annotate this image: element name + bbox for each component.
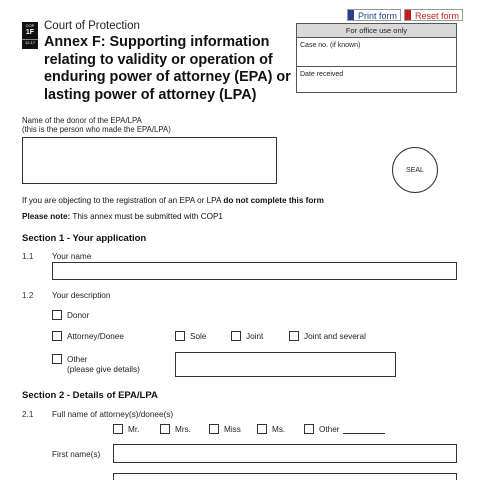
attorney-full-name-label: Full name of attorney(s)/donee(s) [52, 410, 174, 419]
reset-icon [405, 10, 411, 20]
reset-form-label: Reset form [415, 11, 460, 21]
title-other-checkbox[interactable] [304, 424, 314, 434]
section-1-heading: Section 1 - Your application [22, 233, 147, 244]
title-mrs-label: Mrs. [175, 425, 191, 434]
other-description-line-1: Other [67, 355, 88, 364]
first-names-input[interactable] [113, 444, 457, 463]
print-form-button[interactable] [347, 9, 401, 21]
date-received-label: Date received [300, 71, 344, 78]
title-mr-checkbox[interactable] [113, 424, 123, 434]
donor-checkbox[interactable] [52, 310, 62, 320]
attorney-checkbox[interactable] [52, 331, 62, 341]
other-description-label [67, 355, 140, 375]
badge-line-1: COP [25, 23, 35, 28]
title-mrs-checkbox[interactable] [160, 424, 170, 434]
joint-checkbox-label: Joint [246, 332, 264, 341]
your-description-label: Your description [52, 291, 111, 300]
question-1-1-number: 1.1 [22, 252, 34, 261]
title-other-input[interactable] [343, 426, 385, 434]
form-code-badge [22, 22, 38, 49]
question-1-2-number: 1.2 [22, 291, 34, 300]
your-name-input[interactable] [52, 262, 457, 280]
next-name-input[interactable] [113, 473, 457, 480]
donor-label-line-2: (this is the person who made the EPA/LPA) [22, 125, 171, 134]
donor-checkbox-label: Donor [67, 311, 90, 320]
title-ms-label: Ms. [272, 425, 286, 434]
badge-line-3: 12.17 [22, 39, 38, 45]
first-names-label: First name(s) [52, 450, 101, 459]
other-description-checkbox[interactable] [52, 354, 62, 364]
objecting-note-text: If you are objecting to the registration of an EPA or LPA [22, 196, 224, 205]
question-2-1-number: 2.1 [22, 410, 34, 419]
print-form-label: Print form [358, 11, 398, 21]
title-mr-label: Mr. [128, 425, 140, 434]
donor-name-input[interactable] [22, 137, 277, 184]
other-description-input[interactable] [175, 352, 396, 377]
other-description-line-2: (please give details) [67, 365, 140, 374]
please-note [22, 212, 223, 221]
title-other-label [319, 425, 385, 434]
badge-line-2: 1F [25, 29, 35, 36]
form-title: Annex F: Supporting information relating to validity or operation of enduring power of attorney (EPA) or lasting power of attorney (LPA) [44, 34, 291, 103]
please-note-text: This annex must be submitted with COP1 [70, 212, 223, 221]
office-use-box [296, 23, 457, 93]
seal-stamp: SEAL [392, 147, 438, 193]
title-other-text: Other [319, 425, 340, 434]
your-name-label: Your name [52, 252, 92, 261]
case-number-field[interactable] [297, 38, 456, 66]
sole-checkbox-label: Sole [190, 332, 207, 341]
title-miss-checkbox[interactable] [209, 424, 219, 434]
sole-checkbox[interactable] [175, 331, 185, 341]
joint-and-several-checkbox-label: Joint and several [304, 332, 366, 341]
please-note-bold: Please note: [22, 212, 71, 221]
court-name: Court of Protection [44, 20, 140, 32]
date-received-field[interactable] [297, 66, 456, 94]
objecting-note [22, 196, 324, 205]
title-miss-label: Miss [224, 425, 241, 434]
joint-checkbox[interactable] [231, 331, 241, 341]
section-2-heading: Section 2 - Details of EPA/LPA [22, 390, 158, 401]
title-ms-checkbox[interactable] [257, 424, 267, 434]
attorney-checkbox-label: Attorney/Donee [67, 332, 124, 341]
print-icon [348, 10, 354, 20]
case-number-label: Case no. (if known) [300, 42, 361, 49]
donor-label-line-1: Name of the donor of the EPA/LPA [22, 116, 142, 125]
reset-form-button[interactable] [404, 9, 463, 21]
objecting-note-bold: do not complete this form [223, 196, 324, 205]
joint-and-several-checkbox[interactable] [289, 331, 299, 341]
office-use-heading: For office use only [297, 24, 456, 38]
donor-name-label [22, 116, 171, 134]
